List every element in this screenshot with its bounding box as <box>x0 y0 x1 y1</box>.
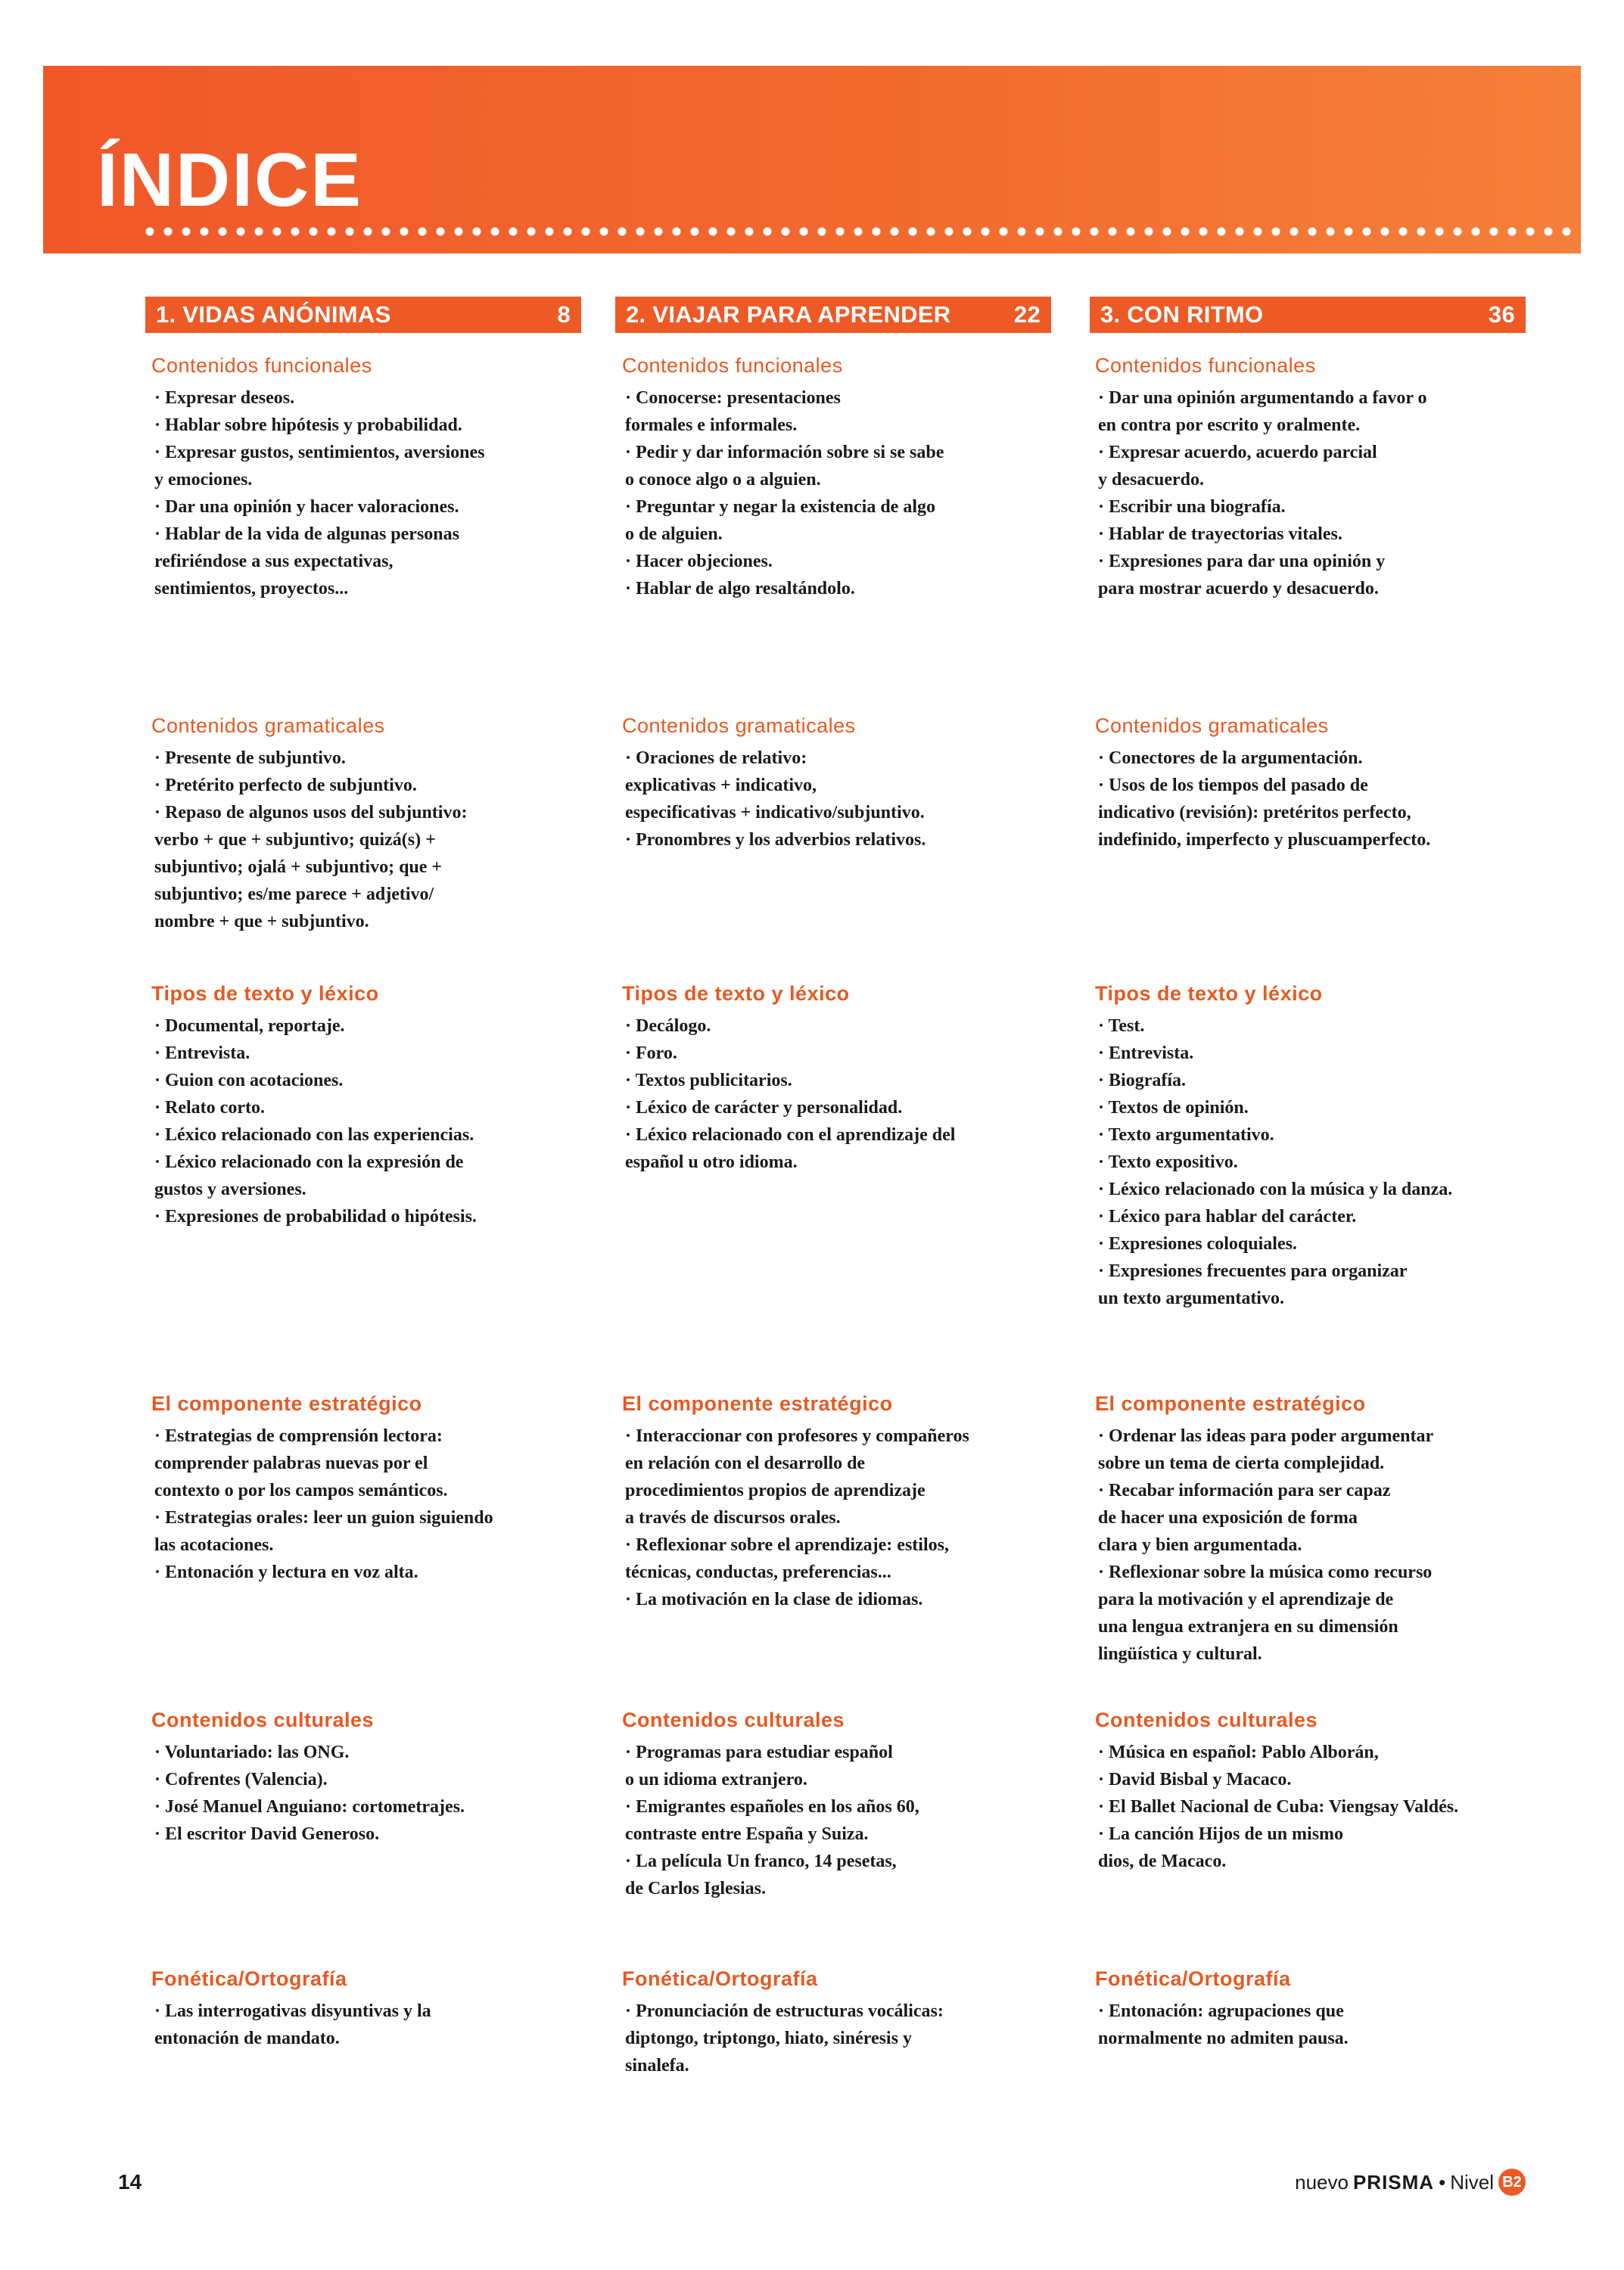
list-item: para la motivación y el aprendizaje de <box>1098 1590 1394 1609</box>
section-items <box>1098 1739 1541 1875</box>
footer-brand <box>1295 2169 1526 2196</box>
section-items <box>1098 1012 1541 1312</box>
list-item: · Léxico relacionado con la música y la danza. <box>1098 1176 1541 1203</box>
list-item: · Emigrantes españoles en los años 60, <box>625 1793 1068 1821</box>
list-item: sentimientos, proyectos... <box>154 579 349 599</box>
section-items <box>625 384 1068 602</box>
list-item: · Relato corto. <box>154 1094 597 1121</box>
list-item: · Las interrogativas disyuntivas y la <box>154 1998 597 2025</box>
list-item: · Biografía. <box>1098 1067 1541 1094</box>
section-heading: Contenidos culturales <box>622 1709 845 1731</box>
section-heading: Fonética/Ortografía <box>1095 1967 1291 1990</box>
section-heading: Tipos de texto y léxico <box>151 982 379 1005</box>
list-item: y desacuerdo. <box>1098 470 1204 490</box>
list-item: · Léxico relacionado con el aprendizaje del <box>625 1121 1068 1149</box>
list-item: · Textos publicitarios. <box>625 1067 1068 1094</box>
list-item: · Estrategias de comprensión lectora: <box>154 1423 597 1450</box>
list-item: para mostrar acuerdo y desacuerdo. <box>1098 579 1379 599</box>
list-item: a través de discursos orales. <box>625 1508 841 1528</box>
list-item: · Oraciones de relativo: <box>625 745 1068 772</box>
list-item: · Entonación y lectura en voz alta. <box>154 1559 597 1586</box>
list-item: entonación de mandato. <box>154 2029 340 2048</box>
list-item: · Léxico para hablar del carácter. <box>1098 1203 1541 1230</box>
list-item: contexto o por los campos semánticos. <box>154 1481 448 1500</box>
section-heading: Tipos de texto y léxico <box>622 982 850 1005</box>
unit-title: 1. VIDAS ANÓNIMAS <box>156 301 391 328</box>
section-items <box>1098 1423 1541 1668</box>
list-item: una lengua extranjera en su dimensión <box>1098 1617 1398 1637</box>
list-item: · Dar una opinión y hacer valoraciones. <box>154 493 597 521</box>
section-heading: Contenidos funcionales <box>151 354 372 377</box>
section-heading: Contenidos funcionales <box>1095 354 1316 377</box>
list-item: explicativas + indicativo, <box>625 776 817 795</box>
list-item: nombre + que + subjuntivo. <box>154 912 369 931</box>
list-item: · Conectores de la argumentación. <box>1098 745 1541 772</box>
section-items <box>625 1739 1068 1902</box>
section-items <box>154 1998 597 2052</box>
list-item: subjuntivo; ojalá + subjuntivo; que + <box>154 857 443 877</box>
list-item: · Documental, reportaje. <box>154 1012 597 1040</box>
list-item: · Repaso de algunos usos del subjuntivo: <box>154 799 597 826</box>
list-item: · Preguntar y negar la existencia de algo <box>625 493 1068 521</box>
list-item: · Expresar deseos. <box>154 384 597 412</box>
section-items <box>625 1012 1068 1176</box>
list-item: · Reflexionar sobre la música como recurso <box>1098 1559 1541 1586</box>
list-item: · Usos de los tiempos del pasado de <box>1098 772 1541 799</box>
list-item: indefinido, imperfecto y pluscuamperfecto. <box>1098 830 1431 850</box>
section-heading: Fonética/Ortografía <box>151 1967 347 1990</box>
list-item: · La película Un franco, 14 pesetas, <box>625 1848 1068 1875</box>
section-items <box>1098 1998 1541 2052</box>
list-item: · Programas para estudiar español <box>625 1739 1068 1766</box>
list-item: · Pretérito perfecto de subjuntivo. <box>154 772 597 799</box>
section-heading: Contenidos gramaticales <box>622 714 856 737</box>
section-items <box>1098 384 1541 602</box>
page-title: ÍNDICE <box>97 138 362 222</box>
banner-dot-border <box>141 224 1579 239</box>
list-item: · Voluntariado: las ONG. <box>154 1739 597 1766</box>
list-item: comprender palabras nuevas por el <box>154 1454 428 1473</box>
list-item: en relación con el desarrollo de <box>625 1454 866 1473</box>
list-item: contraste entre España y Suiza. <box>625 1824 869 1844</box>
page-number <box>118 2170 142 2194</box>
list-item: · Pronombres y los adverbios relativos. <box>625 826 1068 854</box>
list-item: formales e informales. <box>625 415 798 435</box>
section-items <box>154 1012 597 1230</box>
list-item: · Hablar sobre hipótesis y probabilidad. <box>154 412 597 439</box>
list-item: un texto argumentativo. <box>1098 1289 1284 1308</box>
list-item: · Presente de subjuntivo. <box>154 745 597 772</box>
list-item: · Dar una opinión argumentando a favor o <box>1098 384 1541 412</box>
list-item: · Expresar gustos, sentimientos, aversiones <box>154 439 597 466</box>
list-item: · Léxico relacionado con la expresión de <box>154 1149 597 1176</box>
list-item: · Léxico de carácter y personalidad. <box>625 1094 1068 1121</box>
section-heading: Contenidos gramaticales <box>151 714 385 737</box>
list-item: de Carlos Iglesias. <box>625 1879 766 1898</box>
section-heading: El componente estratégico <box>622 1392 893 1415</box>
section-items <box>154 1739 597 1848</box>
list-item: · Ordenar las ideas para poder argumentar <box>1098 1423 1541 1450</box>
list-item: clara y bien argumentada. <box>1098 1535 1302 1555</box>
list-item: normalmente no admiten pausa. <box>1098 2029 1349 2048</box>
section-heading: El componente estratégico <box>1095 1392 1366 1415</box>
list-item: · Pronunciación de estructuras vocálicas: <box>625 1998 1068 2025</box>
list-item: lingüística y cultural. <box>1098 1644 1262 1664</box>
section-heading: Fonética/Ortografía <box>622 1967 818 1990</box>
list-item: o de alguien. <box>625 524 723 544</box>
list-item: · Expresar acuerdo, acuerdo parcial <box>1098 439 1541 466</box>
section-items <box>154 1423 597 1586</box>
list-item: · Hacer objeciones. <box>625 548 1068 575</box>
level-badge: B2 <box>1498 2169 1526 2196</box>
list-item: indicativo (revisión): pretéritos perfecto, <box>1098 803 1411 822</box>
list-item: · Texto expositivo. <box>1098 1149 1541 1176</box>
list-item: · Entonación: agrupaciones que <box>1098 1998 1541 2025</box>
list-item: · Hablar de trayectorias vitales. <box>1098 521 1541 548</box>
list-item: · Decálogo. <box>625 1012 1068 1040</box>
list-item: subjuntivo; es/me parece + adjetivo/ <box>154 885 434 904</box>
section-items <box>625 745 1068 854</box>
list-item: las acotaciones. <box>154 1535 274 1555</box>
list-item: sobre un tema de cierta complejidad. <box>1098 1454 1385 1473</box>
list-item: · Conocerse: presentaciones <box>625 384 1068 412</box>
list-item: · El escritor David Generoso. <box>154 1821 597 1848</box>
brand-prefix: nuevo <box>1295 2170 1349 2194</box>
unit-header-1 <box>145 297 581 333</box>
list-item: o un idioma extranjero. <box>625 1770 807 1790</box>
list-item: · Foro. <box>625 1040 1068 1067</box>
list-item: · Hablar de la vida de algunas personas <box>154 521 597 548</box>
list-item: refiriéndose a sus expectativas, <box>154 552 394 571</box>
list-item: en contra por escrito y oralmente. <box>1098 415 1361 435</box>
list-item: dios, de Macaco. <box>1098 1852 1227 1871</box>
section-items <box>154 745 597 935</box>
list-item: y emociones. <box>154 470 253 490</box>
list-item: · Estrategias orales: leer un guion siguiendo <box>154 1504 597 1531</box>
list-item: · Expresiones frecuentes para organizar <box>1098 1258 1541 1285</box>
list-item: · Escribir una biografía. <box>1098 493 1541 521</box>
section-items <box>625 1998 1068 2079</box>
section-heading: Contenidos gramaticales <box>1095 714 1329 737</box>
section-heading: El componente estratégico <box>151 1392 422 1415</box>
list-item: diptongo, triptongo, hiato, sinéresis y <box>625 2029 912 2048</box>
list-item: · Expresiones coloquiales. <box>1098 1230 1541 1258</box>
section-items <box>625 1423 1068 1613</box>
list-item: · Entrevista. <box>1098 1040 1541 1067</box>
list-item: de hacer una exposición de forma <box>1098 1508 1358 1528</box>
list-item: · Cofrentes (Valencia). <box>154 1766 597 1793</box>
list-item: · José Manuel Anguiano: cortometrajes. <box>154 1793 597 1821</box>
section-heading: Contenidos culturales <box>151 1709 375 1731</box>
list-item: · La canción Hijos de un mismo <box>1098 1821 1541 1848</box>
list-item: especificativas + indicativo/subjuntivo. <box>625 803 925 822</box>
list-item: técnicas, conductas, preferencias... <box>625 1563 891 1582</box>
list-item: · Recabar información para ser capaz <box>1098 1477 1541 1504</box>
list-item: · La motivación en la clase de idiomas. <box>625 1586 1068 1613</box>
level-label: Nivel <box>1450 2170 1494 2194</box>
section-heading: Contenidos culturales <box>1095 1709 1318 1731</box>
footer-separator: • <box>1439 2170 1446 2194</box>
list-item: · Léxico relacionado con las experiencias. <box>154 1121 597 1149</box>
list-item: · Guion con acotaciones. <box>154 1067 597 1094</box>
list-item: español u otro idioma. <box>625 1152 798 1172</box>
list-item: · Textos de opinión. <box>1098 1094 1541 1121</box>
section-items <box>1098 745 1541 854</box>
list-item: · Texto argumentativo. <box>1098 1121 1541 1149</box>
unit-header-2 <box>615 297 1051 333</box>
unit-page: 22 <box>1013 301 1041 328</box>
list-item: verbo + que + subjuntivo; quizá(s) + <box>154 830 436 850</box>
list-item: · Entrevista. <box>154 1040 597 1067</box>
list-item: · Hablar de algo resaltándolo. <box>625 575 1068 602</box>
list-item: · Expresiones para dar una opinión y <box>1098 548 1541 575</box>
list-item: · El Ballet Nacional de Cuba: Viengsay Valdés. <box>1098 1793 1541 1821</box>
list-item: o conoce algo o a alguien. <box>625 470 821 490</box>
list-item: gustos y aversiones. <box>154 1180 306 1199</box>
brand-name: PRISMA <box>1352 2170 1435 2194</box>
list-item: procedimientos propios de aprendizaje <box>625 1481 926 1500</box>
unit-title: 3. CON RITMO <box>1100 301 1264 328</box>
list-item: · Reflexionar sobre el aprendizaje: estilos, <box>625 1531 1068 1559</box>
unit-title: 2. VIAJAR PARA APRENDER <box>626 301 951 328</box>
list-item: · Interaccionar con profesores y compañeros <box>625 1423 1068 1450</box>
section-heading: Tipos de texto y léxico <box>1095 982 1323 1005</box>
list-item: · Test. <box>1098 1012 1541 1040</box>
list-item: · Expresiones de probabilidad o hipótesis. <box>154 1203 597 1230</box>
list-item: · Música en español: Pablo Alborán, <box>1098 1739 1541 1766</box>
list-item: sinalefa. <box>625 2056 689 2076</box>
unit-header-3 <box>1090 297 1526 333</box>
unit-page: 8 <box>557 301 571 328</box>
page-number-value: 14 <box>118 2170 142 2194</box>
unit-page: 36 <box>1488 301 1515 328</box>
section-items <box>154 384 597 602</box>
list-item: · Pedir y dar información sobre si se sabe <box>625 439 1068 466</box>
section-heading: Contenidos funcionales <box>622 354 843 377</box>
list-item: · David Bisbal y Macaco. <box>1098 1766 1541 1793</box>
